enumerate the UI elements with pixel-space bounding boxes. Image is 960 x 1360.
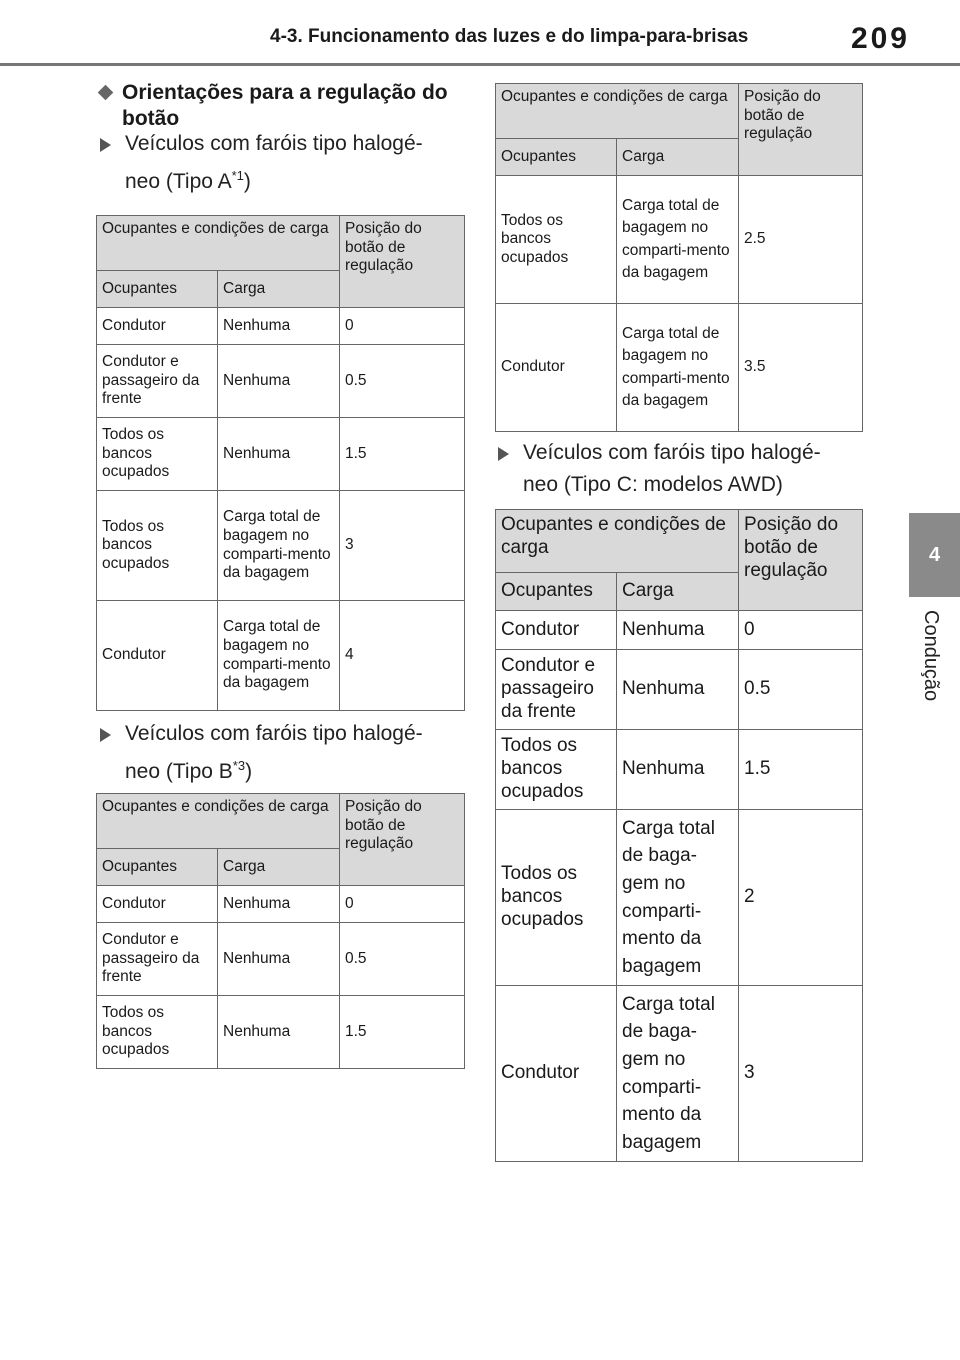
table-type-b — [96, 793, 465, 1069]
table-row: Todos os bancos ocupados Carga total de baga-gem no comparti-mento da bagagem 2 — [496, 810, 863, 986]
header-position: Posição do botão de regulação — [340, 794, 465, 886]
header-load: Carga — [218, 849, 340, 886]
table-row: Condutor Carga total de bagagem no comparti-mento da bagagem 3.5 — [496, 304, 863, 432]
table-type-a — [96, 215, 465, 711]
table-row: Condutor Nenhuma 0 — [496, 611, 863, 650]
subheading-text: Veículos com faróis tipo halogé-neo (Tipo A — [125, 132, 423, 193]
header-group: Ocupantes e condições de carga — [97, 216, 340, 271]
table-row: Condutor e passageiro da frente Nenhuma 0.5 — [97, 923, 465, 996]
page-number: 209 — [850, 22, 910, 55]
chapter-number: 4 — [928, 543, 941, 566]
diamond-bullet-icon — [98, 85, 114, 101]
table-row: Todos os bancos ocupados Nenhuma 1.5 — [97, 996, 465, 1069]
chapter-label: Condução — [920, 610, 942, 702]
table-row: Condutor e passageiro da frente Nenhuma 0.5 — [496, 650, 863, 730]
header-load: Carga — [617, 139, 739, 176]
section-title: 4-3. Funcionamento das luzes e do limpa-para-brisas — [270, 26, 749, 47]
subheading-text: Veículos com faróis tipo halogé-neo (Tipo B — [125, 722, 423, 783]
section-heading-text: Orientações para a regulação do botão — [122, 81, 448, 131]
header-load: Carga — [617, 573, 739, 611]
footnote-marker: *3 — [232, 758, 246, 773]
footnote-marker: *1 — [231, 168, 244, 183]
header-group: Ocupantes e condições de carga — [97, 794, 340, 849]
header-occupants: Ocupantes — [97, 271, 218, 308]
table-row: Todos os bancos ocupados Nenhuma 1.5 — [97, 418, 465, 491]
table-row: Condutor e passageiro da frente Nenhuma 0.5 — [97, 345, 465, 418]
header-group: Ocupantes e condições de carga — [496, 510, 739, 573]
header-occupants: Ocupantes — [496, 139, 617, 176]
table-type-c — [495, 509, 863, 1162]
subheading-type-c — [498, 437, 853, 501]
table-row: Todos os bancos ocupados Nenhuma 1.5 — [496, 730, 863, 810]
section-heading — [100, 80, 460, 133]
table-row: Condutor Nenhuma 0 — [97, 886, 465, 923]
table-row: Todos os bancos ocupados Carga total de bagagem no comparti-mento da bagagem 2.5 — [496, 176, 863, 304]
subheading-type-b: Veículos com faróis tipo halogé-neo (Tipo $B^{*3}$) — [100, 718, 455, 788]
triangle-bullet-icon — [498, 447, 509, 461]
triangle-bullet-icon — [100, 138, 111, 152]
header-occupants: Ocupantes — [496, 573, 617, 611]
triangle-bullet-icon — [100, 728, 111, 742]
table-row: Condutor Carga total de baga-gem no comparti-mento da bagagem 3 — [496, 986, 863, 1162]
subheading-type-a: Veículos com faróis tipo halogé-neo (Tipo $A^{*1}$) — [100, 128, 455, 198]
header-divider — [0, 63, 960, 66]
header-position: Posição do botão de regulação — [739, 84, 863, 176]
header-position: Posição do botão de regulação — [340, 216, 465, 308]
header-group: Ocupantes e condições de carga — [496, 84, 739, 139]
header-load: Carga — [218, 271, 340, 308]
header-occupants: Ocupantes — [97, 849, 218, 886]
header-position: Posição do botão de regulação — [739, 510, 863, 611]
table-type-b-continued — [495, 83, 863, 432]
table-row: Condutor Carga total de bagagem no comparti-mento da bagagem 4 — [97, 601, 465, 711]
subheading-text: Veículos com faróis tipo halogé-neo (Tipo C: modelos AWD) — [523, 441, 821, 496]
table-row: Todos os bancos ocupados Carga total de bagagem no comparti-mento da bagagem 3 — [97, 491, 465, 601]
table-row: Condutor Nenhuma 0 — [97, 308, 465, 345]
chapter-tab — [909, 513, 960, 597]
